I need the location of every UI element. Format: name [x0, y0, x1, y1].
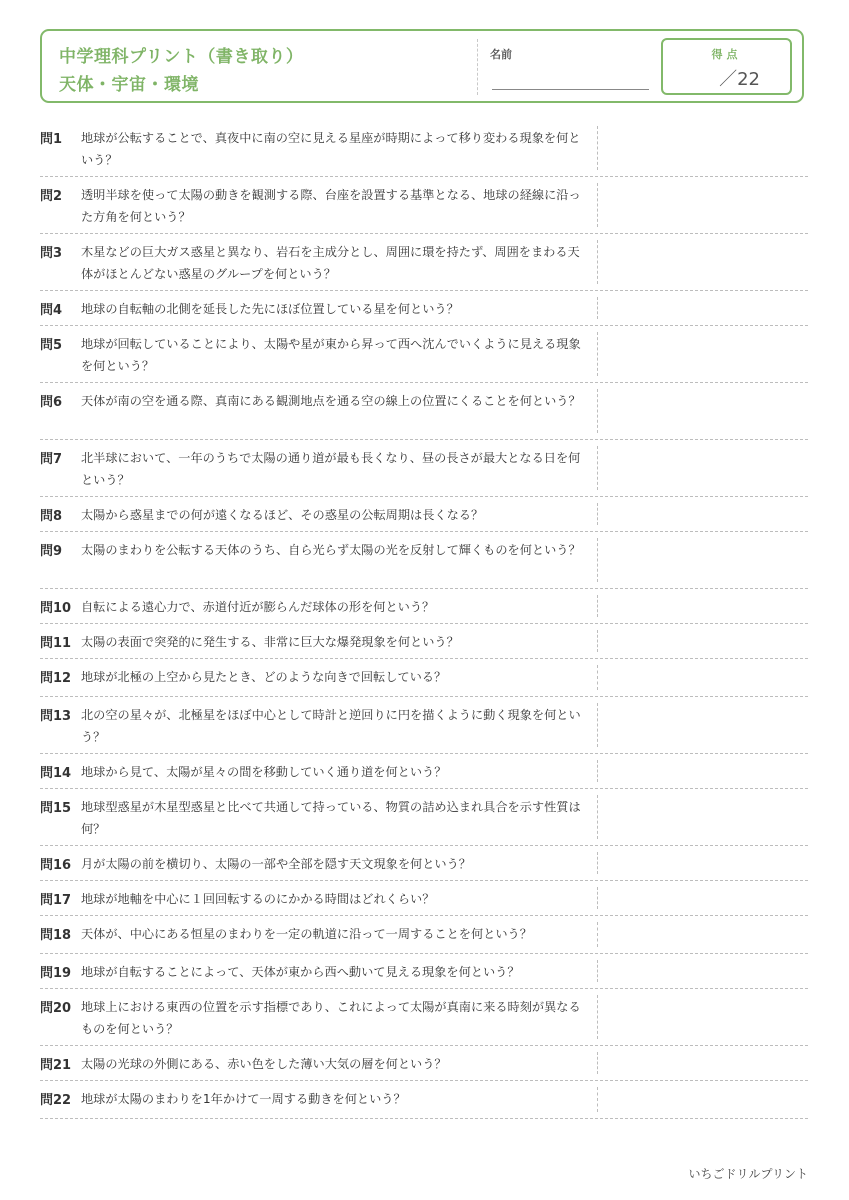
question-text: 北半球において、一年のうちで太陽の通り道が最も長くなり、昼の長さが最大となる日を何という？: [81, 451, 581, 487]
question-text: 地球が北極の上空から見たとき、どのような向きで回転している？: [81, 670, 447, 684]
question-number: 問4: [40, 303, 63, 318]
question-row: [40, 291, 808, 326]
answer-field[interactable]: [597, 332, 598, 376]
answer-field[interactable]: [597, 922, 598, 947]
question-text: 地球型惑星が木星型惑星と比べて共通して持っている、物質の詰め込まれ具合を示す性質は何？: [81, 800, 581, 836]
question-number: 問5: [40, 338, 63, 353]
question-number: 問14: [40, 766, 72, 781]
question-row: [40, 954, 808, 989]
answer-field[interactable]: [597, 538, 598, 582]
question-text: 地球が回転していることにより、太陽や星が東から昇って西へ沈んでいくように見える現象を何という？: [81, 337, 581, 373]
question-text: 太陽の光球の外側にある、赤い色をした薄い大気の層を何という？: [81, 1057, 447, 1071]
answer-field[interactable]: [597, 795, 598, 839]
question-row: [40, 234, 808, 291]
answer-field[interactable]: [597, 630, 598, 652]
footer-brand: いちごドリルプリント: [688, 1167, 808, 1181]
question-text: 太陽の表面で突発的に発生する、非常に巨大な爆発現象を何という？: [81, 635, 459, 649]
question-row: [40, 532, 808, 589]
question-text: 月が太陽の前を横切り、太陽の一部や全部を隠す天文現象を何という？: [81, 857, 471, 871]
answer-field[interactable]: [597, 183, 598, 227]
question-number: 問16: [40, 858, 72, 873]
worksheet-title: 中学理科プリント（書き取り）: [59, 47, 304, 67]
question-number: 問11: [40, 636, 72, 651]
question-number: 問3: [40, 246, 63, 261]
question-text: 天体が南の空を通る際、真南にある観測地点を通る空の線上の位置にくることを何という？: [81, 394, 581, 408]
worksheet-header: [40, 29, 804, 103]
question-row: [40, 1081, 808, 1119]
score-box: [661, 38, 792, 95]
question-row: [40, 497, 808, 532]
question-row: [40, 754, 808, 789]
answer-field[interactable]: [597, 389, 598, 433]
answer-field[interactable]: [597, 595, 598, 617]
question-row: [40, 440, 808, 497]
question-row: [40, 846, 808, 881]
question-number: 問18: [40, 928, 72, 943]
answer-field[interactable]: [597, 760, 598, 782]
answer-field[interactable]: [597, 1087, 598, 1112]
question-text: 太陽から惑星までの何が遠くなるほど、その惑星の公転周期は長くなる？: [81, 508, 484, 522]
answer-field[interactable]: [597, 126, 598, 170]
question-text: 地球が地軸を中心に１回回転するのにかかる時間はどれくらい？: [81, 892, 435, 906]
question-number: 問19: [40, 966, 72, 981]
question-row: [40, 120, 808, 177]
question-text: 地球が太陽のまわりを1年かけて一周する動きを何という？: [81, 1092, 406, 1106]
question-text: 地球上における東西の位置を示す指標であり、これによって太陽が真南に来る時刻が異なるものを何という？: [81, 1000, 581, 1036]
answer-field[interactable]: [597, 297, 598, 319]
question-number: 問12: [40, 671, 72, 686]
worksheet-subtitle: 天体・宇宙・環境: [59, 75, 199, 95]
question-row: [40, 989, 808, 1046]
question-row: [40, 881, 808, 916]
answer-field[interactable]: [597, 665, 598, 690]
question-text: 太陽のまわりを公転する天体のうち、自ら光らず太陽の光を反射して輝くものを何という？: [81, 543, 581, 557]
answer-field[interactable]: [597, 240, 598, 284]
question-number: 問7: [40, 452, 63, 467]
question-row: [40, 624, 808, 659]
name-field[interactable]: [492, 89, 649, 90]
question-number: 問21: [40, 1058, 72, 1073]
question-number: 問10: [40, 601, 72, 616]
question-number: 問6: [40, 395, 63, 410]
question-row: [40, 383, 808, 440]
answer-field[interactable]: [597, 887, 598, 909]
answer-field[interactable]: [597, 503, 598, 525]
question-number: 問8: [40, 509, 63, 524]
question-number: 問13: [40, 709, 72, 724]
question-number: 問1: [40, 132, 63, 147]
answer-field[interactable]: [597, 703, 598, 747]
question-row: [40, 326, 808, 383]
question-text: 地球が自転することによって、天体が東から西へ動いて見える現象を何という？: [81, 965, 520, 979]
question-number: 問22: [40, 1093, 72, 1108]
name-label: 名前: [490, 48, 512, 61]
question-number: 問15: [40, 801, 72, 816]
answer-field[interactable]: [597, 852, 598, 874]
question-text: 透明半球を使って太陽の動きを観測する際、台座を設置する基準となる、地球の経線に沿った方角を何という？: [81, 188, 581, 224]
question-number: 問2: [40, 189, 63, 204]
question-text: 地球から見て、太陽が星々の間を移動していく通り道を何という？: [81, 765, 447, 779]
question-row: [40, 789, 808, 846]
question-row: [40, 1046, 808, 1081]
question-row: [40, 916, 808, 954]
question-text: 北の空の星々が、北極星をほぼ中心として時計と逆回りに円を描くように動く現象を何という？: [81, 708, 581, 744]
answer-field[interactable]: [597, 1052, 598, 1074]
question-list: [40, 120, 808, 1119]
question-number: 問20: [40, 1001, 72, 1016]
question-number: 問17: [40, 893, 72, 908]
question-text: 自転による遠心力で、赤道付近が膨らんだ球体の形を何という？: [81, 600, 435, 614]
question-row: [40, 659, 808, 697]
question-text: 地球が公転することで、真夜中に南の空に見える星座が時期によって移り変わる現象を何という？: [81, 131, 581, 167]
score-label: 得点: [711, 48, 742, 61]
header-divider: [477, 39, 478, 95]
question-number: 問9: [40, 544, 63, 559]
score-value: ／22: [719, 69, 760, 90]
question-row: [40, 177, 808, 234]
question-text: 木星などの巨大ガス惑星と異なり、岩石を主成分とし、周囲に環を持たず、周囲をまわる天体がほとんどない惑星のグループを何という？: [81, 245, 580, 281]
question-text: 天体が、中心にある恒星のまわりを一定の軌道に沿って一周することを何という？: [81, 927, 532, 941]
question-row: [40, 697, 808, 754]
answer-field[interactable]: [597, 960, 598, 982]
answer-field[interactable]: [597, 446, 598, 490]
answer-field[interactable]: [597, 995, 598, 1039]
question-text: 地球の自転軸の北側を延長した先にほぼ位置している星を何という？: [81, 302, 459, 316]
question-row: [40, 589, 808, 624]
